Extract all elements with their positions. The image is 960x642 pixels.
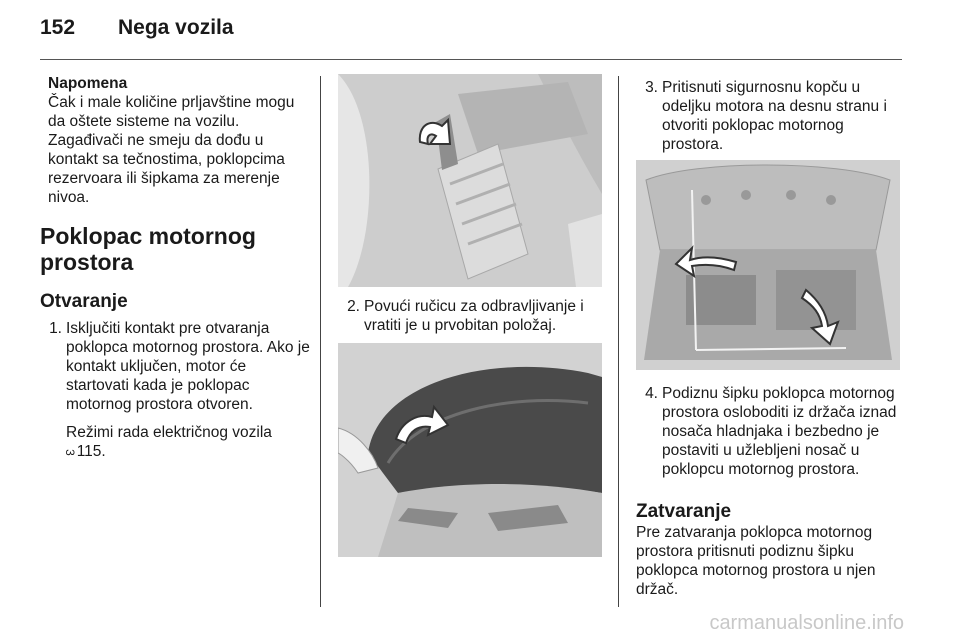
watermark: carmanualsonline.info [709,612,904,634]
column-2 [338,74,602,557]
step-1 [40,319,312,414]
step-2 [338,297,602,335]
page-reference-link[interactable]: 115. [76,443,106,460]
bonnet-front-illustration [338,343,602,557]
note-heading: Napomena [48,75,128,92]
step-number: 3. [645,79,658,96]
modes-paragraph [40,423,312,462]
release-lever-illustration [338,74,602,287]
steps-list [40,319,312,414]
note-box [40,74,312,207]
step-3 [636,78,904,154]
step-text: Pritisnuti sigurnosnu kopču u odeljku motora na desnu stranu i otvoriti poklopac motornog prostora. [662,79,887,153]
page-reference-icon: 3 [62,449,77,456]
steps-list-4 [618,384,904,479]
column-1 [40,74,312,462]
step-number: 1. [49,320,62,337]
header-rule [40,59,902,60]
page-number: 152 [40,16,76,39]
steps-list-3 [618,78,904,154]
closing-title: Zatvaranje [636,501,732,522]
subsection-title: Otvaranje [40,291,128,312]
closing-text: Pre zatvaranja poklopca motornog prostora pritisnuti podiznu šipku poklopca motornog prostora u njen držač. [636,524,876,598]
engine-bay-illustration [636,160,900,370]
step-number: 4. [645,385,658,402]
steps-list-2 [338,297,602,335]
modes-text: Režimi rada električnog vozila [66,424,272,441]
section-title: Poklopac motornog prostora [40,223,256,275]
step-4 [636,384,904,479]
note-text: Čak i male količine prljavštine mogu da oštete sisteme na vozilu. Zagađivači ne smeju da dođu u kontakt sa tečnostima, poklopcima rezervoara ili šipkama za merenje nivoa. [48,94,295,206]
column-3 [618,74,904,599]
column-divider-1 [320,76,321,607]
page-title: Nega vozila [118,16,234,39]
step-number: 2. [347,298,360,315]
step-text: Isključiti kontakt pre otvaranja poklopca motornog prostora. Ako je kontakt uključen, motor će startovati kada je poklopac motornog prostora otvoren. [66,320,310,413]
step-text: Povući ručicu za odbravljivanje i vratiti je u prvobitan položaj. [364,298,584,334]
step-text: Podiznu šipku poklopca motornog prostora osloboditi iz držača iznad nosača hladnjaka i bezbedno je postaviti u užlebljeni nosač u poklopcu motornog prostora. [662,385,897,478]
